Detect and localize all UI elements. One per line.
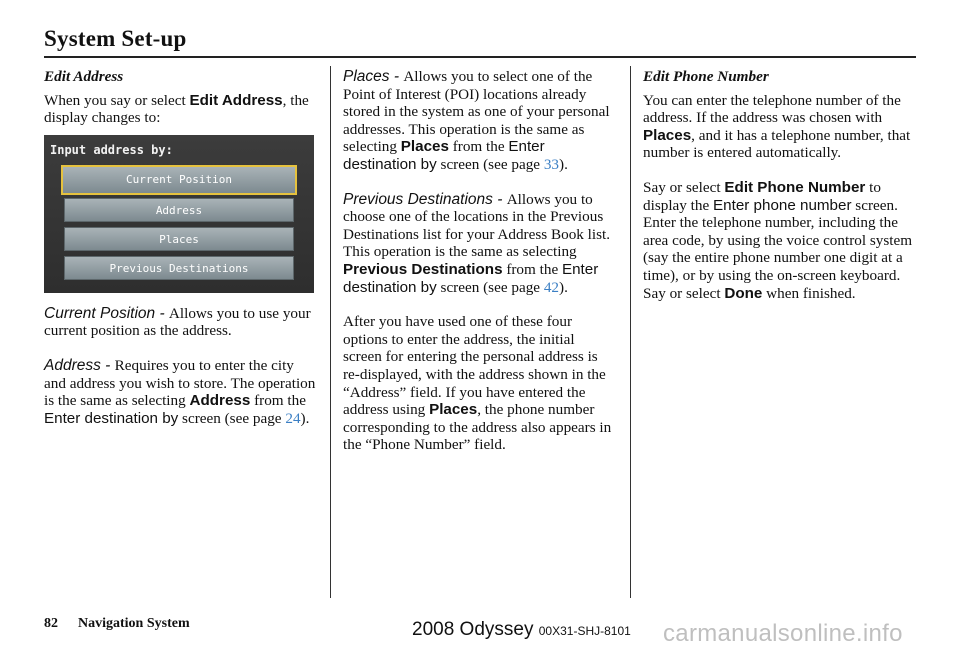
intro-text: When you say or select bbox=[44, 91, 190, 109]
section-heading-edit-phone-number: Edit Phone Number bbox=[643, 68, 769, 85]
current-position-paragraph bbox=[44, 305, 318, 340]
column-divider bbox=[630, 66, 631, 598]
section-heading-edit-address: Edit Address bbox=[44, 68, 124, 85]
address-paragraph bbox=[44, 357, 318, 427]
phone-paragraph-2 bbox=[643, 179, 917, 302]
phone-text-end: , and it has a telephone number, that number is entered automatically. bbox=[643, 126, 911, 162]
ui-label-places: Places bbox=[643, 126, 692, 144]
footer-model-code: 00X31-SHJ-8101 bbox=[538, 624, 631, 638]
after-text: After you have used one of these four options to enter the address, the initial screen for entering the personal address is re-displayed, with the address shown in the “Address” field. If you have entered the address using bbox=[343, 313, 606, 419]
page-title: System Set-up bbox=[44, 26, 187, 51]
footer-model bbox=[412, 619, 631, 641]
term-places: Places - bbox=[343, 68, 404, 85]
term-current-position: Current Position - bbox=[44, 304, 169, 322]
places-paragraph bbox=[343, 68, 617, 174]
page-link-24[interactable]: 24 bbox=[285, 409, 301, 427]
phone2-text-b: to display the bbox=[643, 178, 881, 214]
term-previous-destinations: Previous Destinations - bbox=[343, 190, 507, 208]
previous-destinations-text: Allows you to choose one of the locations in the Previous Destinations list for your Address Book list. This operation is the same as selecting bbox=[343, 190, 611, 261]
places-tail: screen (see page bbox=[436, 155, 544, 173]
prev-end: ). bbox=[559, 278, 568, 296]
navigation-screen-image bbox=[44, 135, 314, 293]
previous-destinations-paragraph bbox=[343, 191, 617, 297]
option-current-position: Current Position bbox=[61, 165, 297, 195]
term-address: Address - bbox=[44, 356, 115, 374]
places-end: ). bbox=[559, 155, 568, 173]
intro-text-end: , the display changes to: bbox=[44, 91, 309, 127]
option-places: Places bbox=[64, 227, 294, 251]
page-number: 82 bbox=[44, 616, 58, 631]
prev-tail: screen (see page bbox=[436, 278, 544, 296]
ui-label-previous-destinations: Previous Destinations bbox=[343, 260, 503, 278]
ui-label-places: Places bbox=[429, 401, 478, 419]
page-link-42[interactable]: 42 bbox=[543, 278, 560, 296]
phone2-text-a: Say or select bbox=[643, 178, 725, 196]
address-end: ). bbox=[300, 409, 310, 427]
ui-label-done: Done bbox=[724, 284, 763, 302]
phone-text: You can enter the telephone number of the address. If the address was chosen with bbox=[643, 91, 901, 127]
option-address: Address bbox=[64, 198, 294, 222]
phone-paragraph-1 bbox=[643, 92, 917, 162]
ui-label-places: Places bbox=[400, 138, 449, 156]
ui-screen-enter-destination-by: Enter destination by bbox=[44, 409, 179, 427]
screen-title: Input address by: bbox=[50, 142, 173, 157]
address-from: from the bbox=[250, 392, 306, 410]
title-rule bbox=[44, 56, 916, 58]
phone2-text-d: when finished. bbox=[762, 284, 856, 302]
column-1 bbox=[44, 68, 318, 444]
ui-label-edit-phone-number: Edit Phone Number bbox=[724, 178, 866, 196]
footer-model-name: 2008 Odyssey bbox=[412, 619, 534, 640]
ui-screen-enter-destination-by: Enter destination by bbox=[343, 260, 599, 296]
places-from: from the bbox=[448, 138, 509, 156]
footer-section-label: Navigation System bbox=[78, 616, 190, 631]
ui-label-address: Address bbox=[189, 392, 251, 410]
ui-screen-enter-destination-by: Enter destination by bbox=[343, 138, 545, 173]
column-2 bbox=[343, 68, 617, 471]
after-text-end: , the phone number corresponding to the address also appears in the “Phone Number” field. bbox=[343, 401, 612, 454]
column-3 bbox=[643, 68, 917, 319]
page-link-33[interactable]: 33 bbox=[543, 155, 560, 173]
current-position-text: Allows you to use your current position as the address. bbox=[44, 304, 311, 340]
places-text: Allows you to select one of the Point of Interest (POI) locations already stored in the system as one of your personal addresses. This operation is the same as selecting bbox=[343, 68, 610, 156]
address-tail: screen (see page bbox=[178, 409, 286, 427]
ui-label-edit-address: Edit Address bbox=[189, 91, 283, 109]
address-text: Requires you to enter the city and address you wish to store. The operation is the same as selecting bbox=[44, 356, 316, 410]
phone2-text-c: screen. Enter the telephone number, including the area code, by using the voice control system (say the entire phone number one digit at a time), or by using the on-screen keyboard. Say or select bbox=[643, 196, 913, 302]
option-previous-destinations: Previous Destinations bbox=[64, 256, 294, 280]
watermark: carmanualsonline.info bbox=[663, 620, 903, 647]
prev-from: from the bbox=[502, 260, 562, 278]
ui-screen-enter-phone-number: Enter phone number bbox=[713, 196, 852, 214]
column-divider bbox=[330, 66, 331, 598]
after-paragraph bbox=[343, 313, 617, 454]
intro-paragraph bbox=[44, 92, 318, 127]
